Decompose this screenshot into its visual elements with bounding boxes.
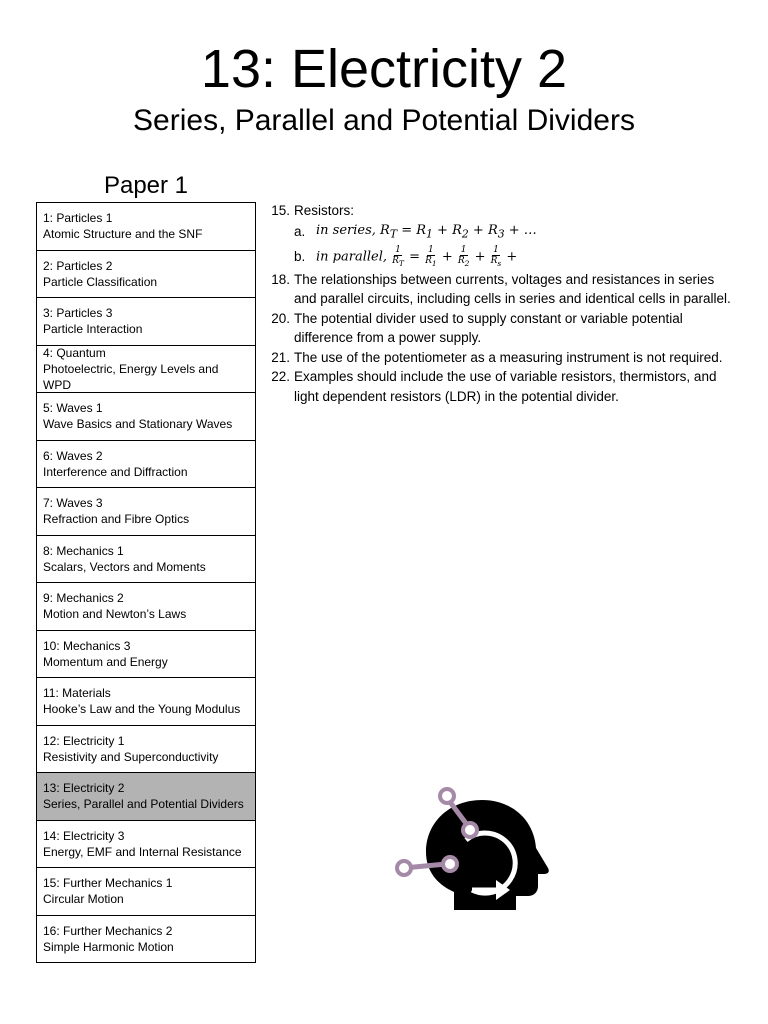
- topic-description: Wave Basics and Stationary Waves: [43, 417, 233, 432]
- topic-title: 15: Further Mechanics 1: [43, 876, 173, 891]
- ellipsis: + …: [504, 222, 537, 238]
- spec-items: [264, 270, 734, 407]
- topic-row: [37, 393, 255, 441]
- topic-row: [37, 631, 255, 679]
- topic-description: Interference and Diffraction: [43, 464, 188, 479]
- fraction: $\frac{1}{R_1}$: [425, 244, 437, 268]
- topic-description: Particle Interaction: [43, 322, 143, 337]
- sub-2: 2: [461, 227, 469, 241]
- spec-item-15: [264, 201, 734, 221]
- item-text: The potential divider used to supply constant or variable potential difference from a power supply.: [294, 310, 683, 346]
- topic-row: [37, 678, 255, 726]
- topic-title: 3: Particles 3: [43, 306, 113, 321]
- plus-sign: +: [437, 222, 448, 238]
- topic-description: Atomic Structure and the SNF: [43, 227, 203, 242]
- topic-description: Series, Parallel and Potential Dividers: [43, 797, 244, 812]
- eq-part: = R: [397, 222, 427, 238]
- topic-title: 12: Electricity 1: [43, 733, 125, 748]
- topic-row: [37, 298, 255, 346]
- topic-description: Motion and Newton’s Laws: [43, 607, 187, 622]
- item-number: 22.: [271, 369, 290, 385]
- parallel-label: in parallel,: [316, 249, 387, 265]
- topic-row: [37, 203, 255, 251]
- topic-title: 1: Particles 1: [43, 211, 113, 226]
- topic-title: 16: Further Mechanics 2: [43, 923, 173, 938]
- topic-row: [37, 488, 255, 536]
- topic-row: [37, 773, 255, 821]
- topic-description: Refraction and Fibre Optics: [43, 512, 190, 527]
- item-text: Examples should include the use of variable resistors, thermistors, and light dependent resistors (LDR) in the potential divider.: [294, 369, 717, 404]
- item-number: 20.: [271, 310, 290, 326]
- plus-sign: +: [474, 249, 486, 265]
- topic-description: Hooke’s Law and the Young Modulus: [43, 702, 241, 717]
- page-subtitle: Series, Parallel and Potential Dividers: [133, 104, 635, 137]
- spec-item: [264, 367, 734, 406]
- topic-description: Resistivity and Superconductivity: [43, 749, 219, 764]
- topic-title: 5: Waves 1: [43, 401, 103, 416]
- series-formula: [294, 221, 734, 244]
- sub-3: 3: [497, 227, 505, 241]
- topic-title: 13: Electricity 2: [43, 781, 125, 796]
- topic-title: 6: Waves 2: [43, 448, 103, 463]
- series-equation: in series, $R_T = R_1 + R_2 + R_3$ + …: [316, 222, 537, 241]
- topic-description: Simple Harmonic Motion: [43, 939, 174, 954]
- item-number: 21.: [271, 349, 290, 365]
- topic-row: [37, 346, 255, 394]
- page-title: 13: Electricity 2: [200, 39, 568, 99]
- parallel-equation: [316, 245, 517, 269]
- topic-title: 2: Particles 2: [43, 258, 113, 273]
- item-number: 18.: [271, 271, 290, 287]
- item-text: The relationships between currents, voltages and resistances in series and parallel circuits, including cells in series and identical cells in parallel.: [294, 271, 731, 307]
- topic-row: [37, 916, 255, 964]
- topic-description: Photoelectric, Energy Levels and WPD: [43, 361, 219, 392]
- sub-letter: b.: [294, 248, 306, 264]
- topic-title: 10: Mechanics 3: [43, 638, 131, 653]
- topic-title: 14: Electricity 3: [43, 828, 125, 843]
- plus-sign: +: [506, 249, 518, 265]
- fraction: $\frac{1}{R_s}$: [490, 244, 502, 268]
- spec-content: [264, 201, 734, 406]
- topic-row: [37, 821, 255, 869]
- topic-description: Scalars, Vectors and Moments: [43, 559, 206, 574]
- topic-row: [37, 583, 255, 631]
- topic-description: Circular Motion: [43, 892, 124, 907]
- topic-description: Momentum and Energy: [43, 654, 168, 669]
- sub-t: T: [389, 227, 398, 241]
- head-circuit-icon: [384, 780, 554, 920]
- topic-title: 4: Quantum: [43, 345, 106, 360]
- topic-list: [36, 202, 256, 963]
- topic-row: [37, 536, 255, 584]
- plus-sign: +: [472, 222, 484, 238]
- series-label: in series, R: [316, 222, 390, 238]
- equals-sign: =: [409, 249, 420, 265]
- item-text: Resistors:: [294, 203, 355, 218]
- spec-item: [264, 270, 734, 309]
- topic-row: [37, 251, 255, 299]
- sub-1: 1: [426, 227, 433, 241]
- topic-title: 11: Materials: [43, 686, 111, 701]
- item-text: The use of the potentiometer as a measuring instrument is not required.: [294, 349, 723, 365]
- item-number: 15.: [271, 203, 290, 218]
- topic-title: 9: Mechanics 2: [43, 591, 124, 606]
- topic-title: 7: Waves 3: [43, 496, 103, 511]
- topic-title: 8: Mechanics 1: [43, 543, 124, 558]
- parallel-formula: [294, 244, 734, 270]
- topic-description: Particle Classification: [43, 274, 158, 289]
- topic-row: [37, 441, 255, 489]
- paper-heading: Paper 1: [103, 172, 189, 199]
- plus-sign: +: [441, 249, 453, 265]
- fraction: $\frac{1}{R_T}$: [392, 244, 404, 268]
- fraction: $\frac{1}{R_2}$: [457, 244, 470, 268]
- topic-description: Energy, EMF and Internal Resistance: [43, 844, 242, 859]
- topic-row: [37, 726, 255, 774]
- sub-letter: a.: [294, 224, 306, 240]
- topic-row: [37, 868, 255, 916]
- spec-item: [264, 309, 734, 348]
- spec-item: [264, 348, 734, 368]
